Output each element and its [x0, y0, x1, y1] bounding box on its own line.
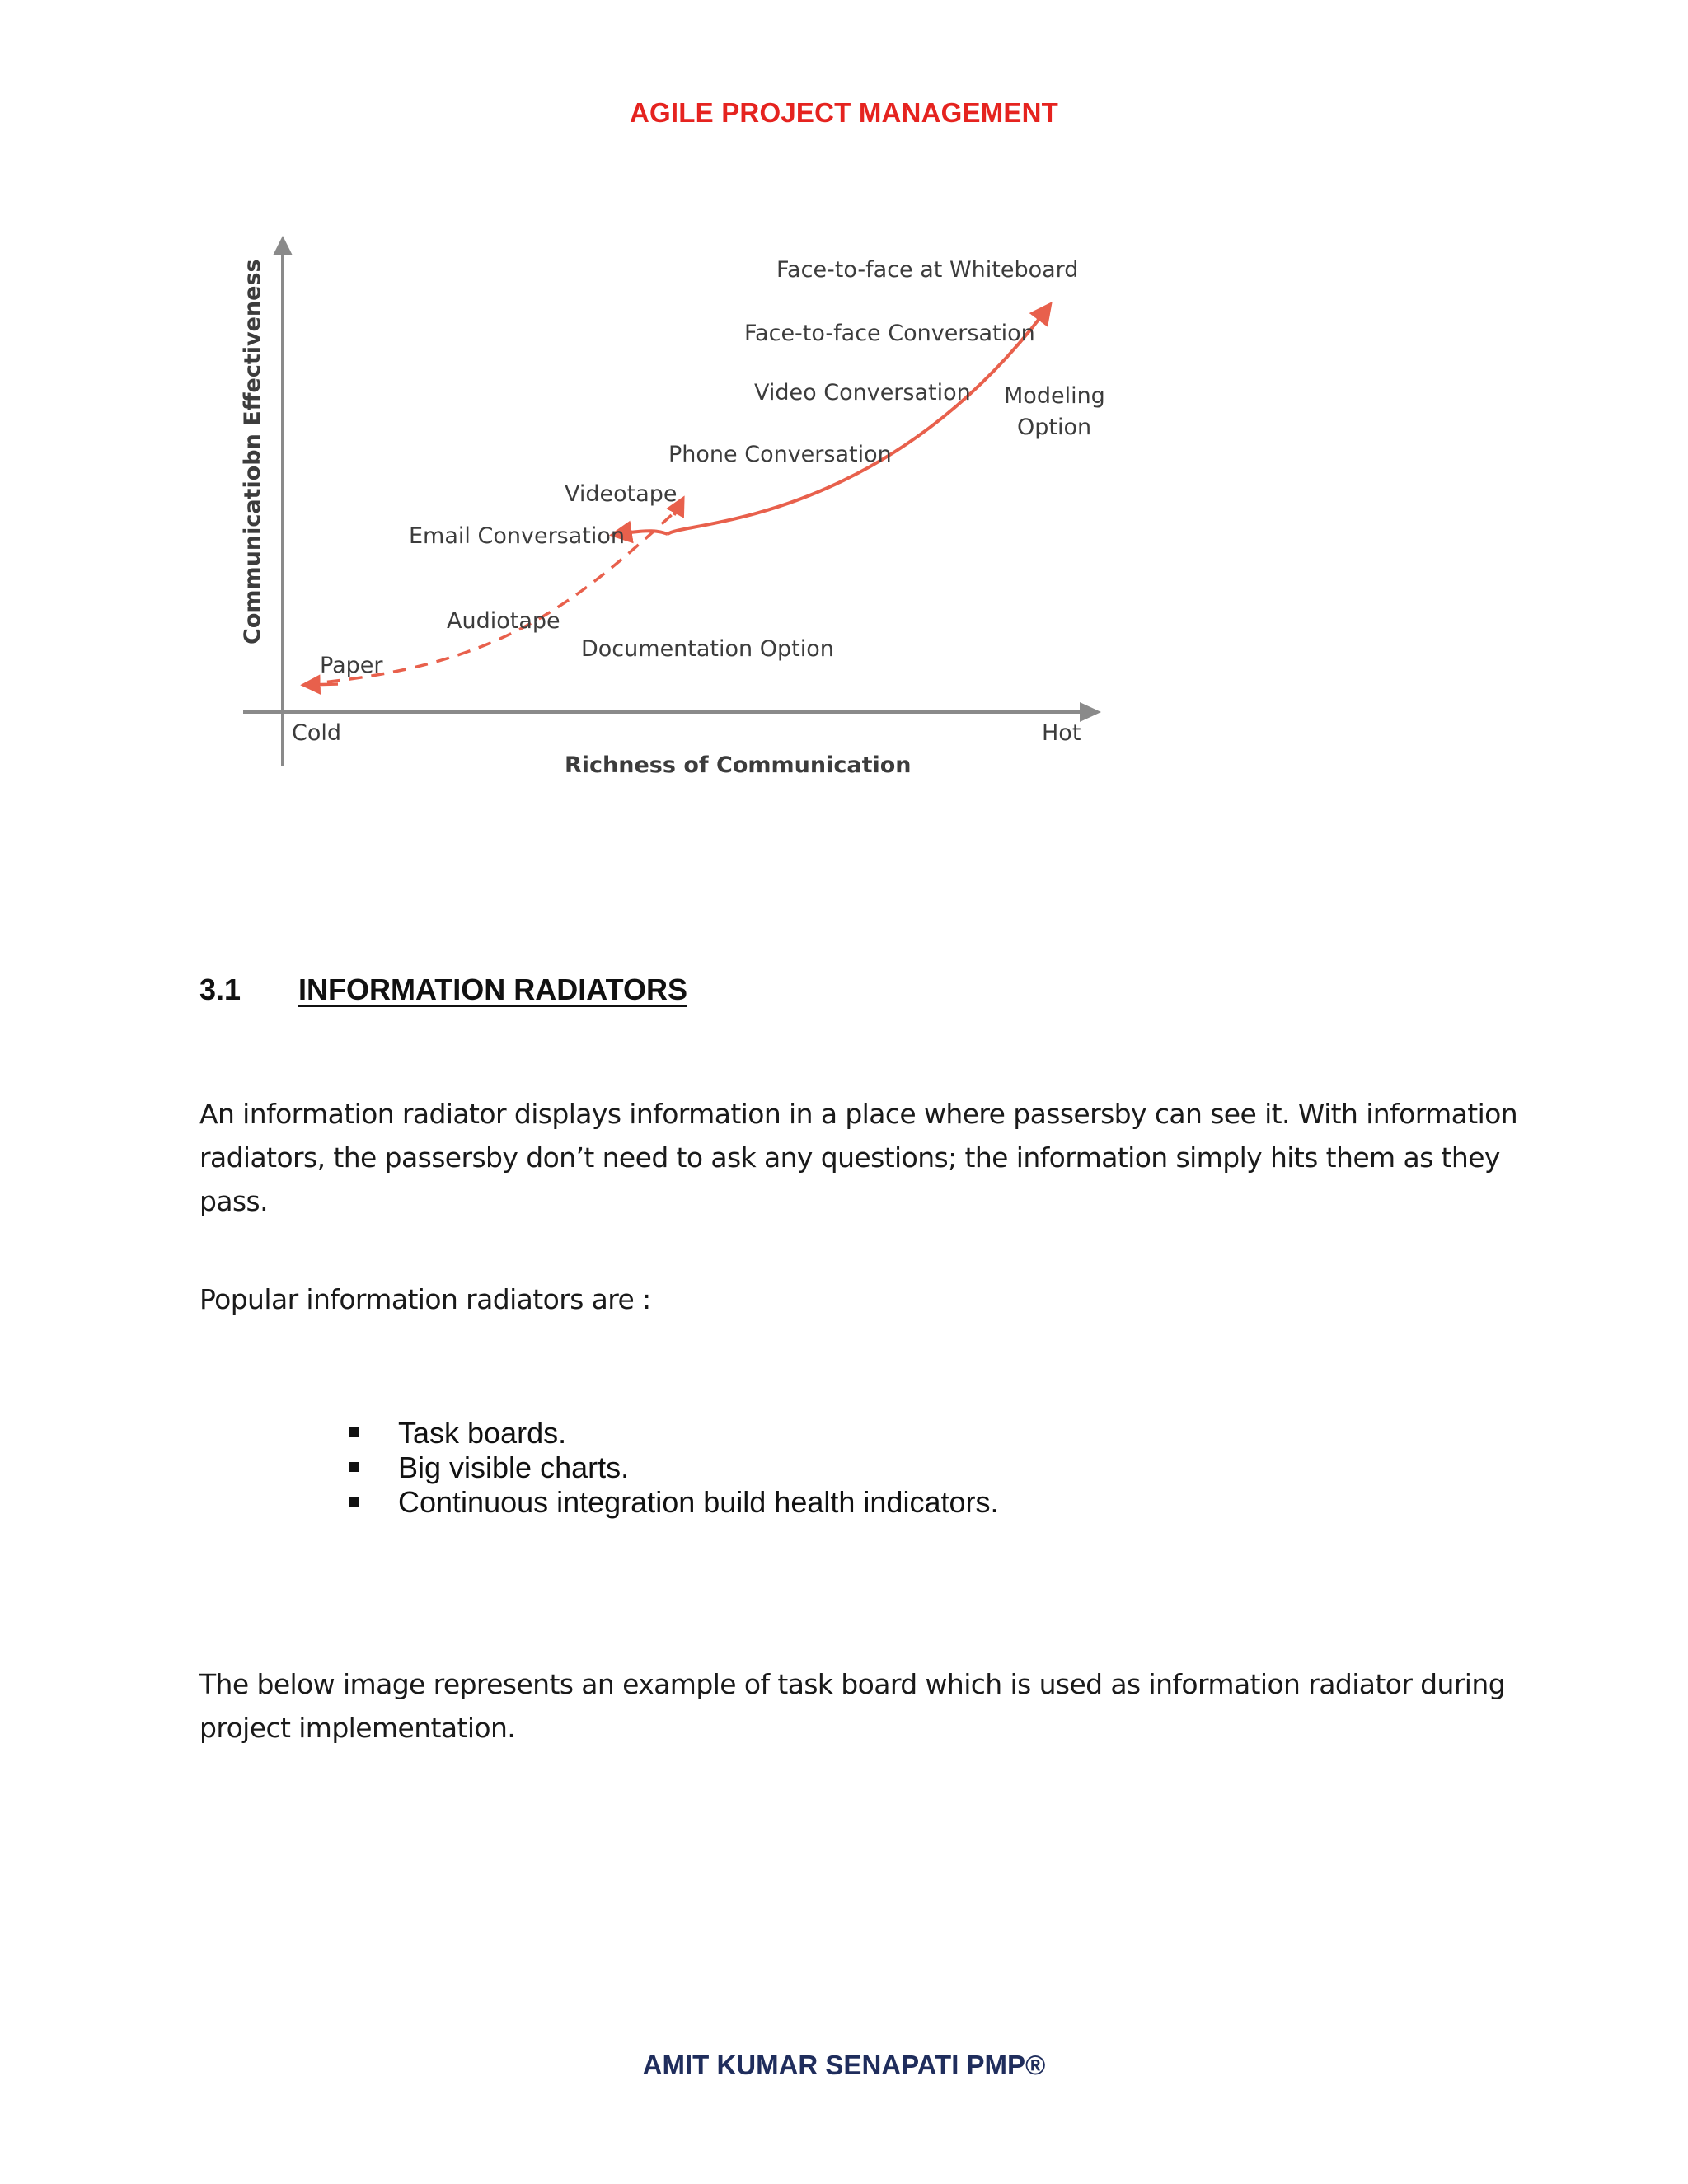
section-number: 3.1 — [199, 972, 241, 1006]
list-item — [346, 1416, 998, 1451]
square-bullet-icon — [349, 1427, 359, 1437]
label-documentation: Documentation Option — [581, 636, 834, 662]
label-face-to-face: Face-to-face Conversation — [744, 321, 1035, 346]
email-arrow — [618, 531, 668, 534]
x-axis-label: Richness of Communication — [565, 752, 912, 778]
section-heading — [199, 972, 687, 1007]
label-modeling-line1: Modeling — [1004, 383, 1105, 409]
y-axis-arrowhead — [273, 236, 293, 255]
popular-line: Popular information radiators are : — [199, 1283, 651, 1315]
below-line-1: The below image represents an example of task board which is used as information radiator during — [199, 1668, 1506, 1700]
diagram-svg — [223, 223, 1129, 791]
square-bullet-icon — [349, 1462, 359, 1472]
list-item — [346, 1451, 998, 1485]
list-item-text: Continuous integration build health indicators. — [398, 1485, 999, 1519]
label-email: Email Conversation — [409, 523, 625, 549]
communication-effectiveness-diagram — [223, 223, 1129, 791]
x-axis-arrowhead — [1080, 702, 1101, 722]
list-item-text: Task boards. — [398, 1416, 567, 1450]
page-footer-author: AMIT KUMAR SENAPATI PMP® — [642, 2050, 1046, 2080]
label-video: Video Conversation — [754, 380, 971, 405]
label-whiteboard: Face-to-face at Whiteboard — [776, 257, 1079, 283]
square-bullet-icon — [349, 1497, 359, 1507]
intro-paragraph — [199, 1092, 1518, 1223]
below-line-2: project implementation. — [199, 1712, 516, 1744]
intro-line-1: An information radiator displays information in a place where passersby can see it. With information — [199, 1098, 1518, 1130]
label-modeling-line2: Option — [1017, 415, 1092, 440]
x-axis-end-label: Hot — [1042, 720, 1081, 746]
label-videotape: Videotape — [565, 481, 678, 507]
label-phone: Phone Conversation — [668, 442, 892, 467]
y-axis-label: Communicatiobn Effectiveness — [240, 259, 265, 644]
bullet-list — [346, 1416, 998, 1520]
x-axis-start-label: Cold — [292, 720, 342, 746]
label-paper: Paper — [320, 653, 383, 678]
list-item-text: Big visible charts. — [398, 1451, 630, 1484]
popular-paragraph — [199, 1277, 1518, 1321]
paper-arrow — [308, 684, 338, 685]
section-title: INFORMATION RADIATORS — [298, 972, 687, 1006]
intro-line-2: radiators, the passersby don’t need to ask any questions; the information simply hits them as they pass. — [199, 1141, 1500, 1217]
below-paragraph — [199, 1662, 1518, 1750]
label-audiotape: Audiotape — [447, 608, 560, 634]
page-header-title: AGILE PROJECT MANAGEMENT — [630, 97, 1058, 128]
list-item — [346, 1485, 998, 1520]
